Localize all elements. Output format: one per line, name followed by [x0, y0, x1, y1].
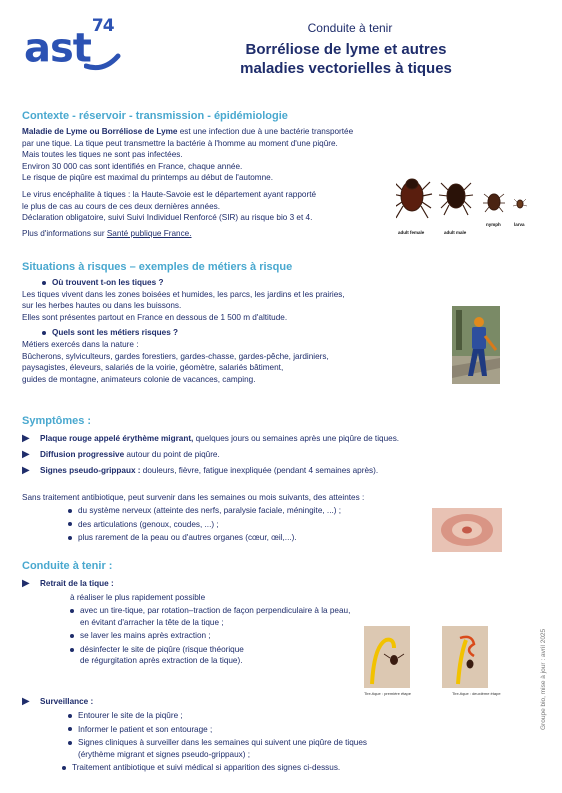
- play-arrow-icon: ▶: [22, 465, 30, 476]
- section-heading-context: Contexte - réservoir - transmission - épidémiologie: [22, 110, 288, 122]
- text-line: guides de montagne, animateurs colonie de vacances, camping.: [22, 374, 256, 384]
- bullet-dot: [70, 648, 74, 652]
- logo-swoosh: [84, 46, 124, 72]
- text: se laver les mains après extraction ;: [80, 631, 211, 641]
- lumberjack-photo: [452, 306, 500, 384]
- text-line: par une tique. La tique peut transmettre la bactérie à l'homme au moment d'une piqûre.: [22, 138, 338, 148]
- text: plus rarement de la peau ou d'autres organes (cœur, œil,...).: [78, 533, 297, 543]
- bullet-dot: [68, 509, 72, 513]
- bullet-dot: [42, 331, 46, 335]
- section-heading-situations: Situations à risques – exemples de métiers à risque: [22, 261, 293, 273]
- bullet-dot: [42, 281, 46, 285]
- text-line: Bûcherons, sylviculteurs, gardes forestiers, gardes-chasse, gardes-pêche, jardiniers,: [22, 351, 329, 361]
- logo-sup: 74: [91, 16, 114, 36]
- bullet-dot: [68, 536, 72, 540]
- text-line: Elles sont présentes partout en France en dessous de 1 500 m d'altitude.: [22, 312, 288, 322]
- play-arrow-icon: ▶: [22, 433, 30, 444]
- text-line: le plus de cas au cours de ces deux dernières années.: [22, 201, 220, 211]
- text: avec un tire-tique, par rotation–traction de façon perpendiculaire à la peau,: [80, 606, 351, 615]
- symptom-bold: Signes pseudo-grippaux :: [39, 466, 141, 475]
- tick-label-adult-male: adult male: [444, 230, 467, 235]
- text: du système nerveux (atteinte des nerfs, paralysie faciale, méningite, ...) ;: [78, 506, 342, 515]
- symptom-bold: Plaque rouge appelé érythème migrant,: [39, 434, 194, 443]
- symptom-bold: Diffusion progressive: [39, 450, 125, 459]
- text-line: de régurgitation après extraction de la tique).: [80, 656, 243, 666]
- bullet-dot: [70, 634, 74, 638]
- tick-remover-step1-photo: [364, 626, 410, 688]
- symptom-item-2: [22, 449, 462, 461]
- text: désinfecter le site de piqûre (risque théorique: [80, 644, 244, 654]
- page-title: [196, 40, 496, 78]
- kicker: Conduite à tenir: [307, 21, 393, 35]
- bullet-dot: [70, 609, 74, 613]
- bullet-dot: [62, 766, 66, 770]
- removal-subtitle: à réaliser le plus rapidement possible: [70, 593, 206, 602]
- text: Traitement antibiotique et suivi médical si apparition des signes ci-dessus.: [72, 763, 341, 773]
- text-line: Le virus encéphalite à tiques : la Haute-Savoie est le département ayant rapporté: [22, 189, 317, 199]
- tick-label-larva: larva: [514, 222, 525, 227]
- play-arrow-icon: ▶: [22, 449, 30, 460]
- removal-title-row: [22, 578, 322, 590]
- text: est une infection due à une bactérie transportée: [177, 127, 354, 136]
- tick-stages-illustration: [396, 168, 534, 238]
- text-line: Métiers exercés dans la nature :: [22, 339, 139, 349]
- complications-list: [68, 505, 428, 544]
- question-jobs: Quels sont les métiers risques ?: [52, 328, 179, 338]
- tick-label-adult-female: adult female: [398, 230, 425, 235]
- symptom-item-1: [22, 433, 462, 445]
- text-line: Le risque de piqûre est maximal du printemps au début de l'automne.: [22, 173, 273, 183]
- update-note: Groupe bio, mise à jour : avril 2025: [540, 628, 547, 730]
- text-line: en évitant d'arracher la tête de la tique ;: [80, 617, 224, 627]
- symptom-item-3: [22, 465, 462, 477]
- bullet-dot: [68, 522, 72, 526]
- text: des articulations (genoux, coudes, ...) ;: [78, 519, 219, 529]
- sante-publique-link[interactable]: Santé publique France.: [106, 228, 192, 238]
- logo-text: ast: [24, 25, 91, 72]
- text: Plus d'informations sur: [22, 228, 107, 238]
- text: douleurs, fièvre, fatigue inexpliquée (pendant 4 semaines après).: [140, 466, 379, 475]
- removal-list: [70, 605, 400, 667]
- situations-text: [22, 277, 442, 385]
- text-line: Mais toutes les tiques ne sont pas infectées.: [22, 150, 183, 160]
- text-line: Les tiques vivent dans les zones boisées et humides, les parcs, les jardins et les prairies,: [22, 289, 345, 299]
- text-line: (érythème migrant et signes pseudo-grippaux) ;: [78, 749, 251, 759]
- text-line: Environ 30 000 cas sont identifiés en France, chaque année.: [22, 161, 243, 171]
- text-line: paysagistes, éleveurs, salariés de la voirie, géomètre, salariés bâtiment,: [22, 363, 284, 373]
- context-text: [22, 126, 442, 239]
- section-heading-conduct: Conduite à tenir :: [22, 560, 113, 572]
- play-arrow-icon: ▶: [22, 696, 30, 707]
- tick-label-nymph: nymph: [486, 222, 501, 227]
- surveillance-title: Surveillance :: [39, 697, 94, 706]
- caption-step2: Tire-tique : deuxième étape: [452, 691, 501, 696]
- section-heading-symptoms: Symptômes :: [22, 415, 92, 427]
- caption-step1: Tire-tique : première étape: [364, 691, 411, 696]
- tick-remover-step2-photo: [442, 626, 488, 688]
- text: autour du point de piqûre.: [124, 450, 220, 459]
- erythema-migrans-photo: [432, 508, 502, 552]
- bullet-dot: [68, 741, 72, 745]
- complications-intro: Sans traitement antibiotique, peut survenir dans les semaines ou mois suivants, des atteintes :: [22, 493, 365, 502]
- text-line: Déclaration obligatoire, suivi Suivi Individuel Renforcé (SIR) au risque bio 3 et 4.: [22, 213, 313, 223]
- title-line-2: maladies vectorielles à tiques: [240, 60, 452, 77]
- text: Informer le patient et son entourage ;: [78, 724, 213, 734]
- text: Signes cliniques à surveiller dans les semaines qui suivent une piqûre de tiques: [78, 738, 368, 748]
- play-arrow-icon: ▶: [22, 578, 30, 589]
- bullet-dot: [68, 727, 72, 731]
- text: quelques jours ou semaines après une piqûre de tiques.: [193, 434, 400, 443]
- text: Entourer le site de la piqûre ;: [78, 711, 183, 720]
- text-line: sur les herbes hautes ou dans les buissons.: [22, 301, 182, 311]
- title-line-1: Borréliose de lyme et autres: [245, 41, 447, 58]
- lyme-term: Maladie de Lyme ou Borréliose de Lyme: [22, 127, 178, 136]
- surveillance-list: [68, 710, 448, 774]
- surveillance-title-row: [22, 696, 322, 708]
- bullet-dot: [68, 714, 72, 718]
- question-where: Où trouvent t-on les tiques ?: [52, 278, 164, 287]
- removal-title: Retrait de la tique :: [39, 579, 114, 588]
